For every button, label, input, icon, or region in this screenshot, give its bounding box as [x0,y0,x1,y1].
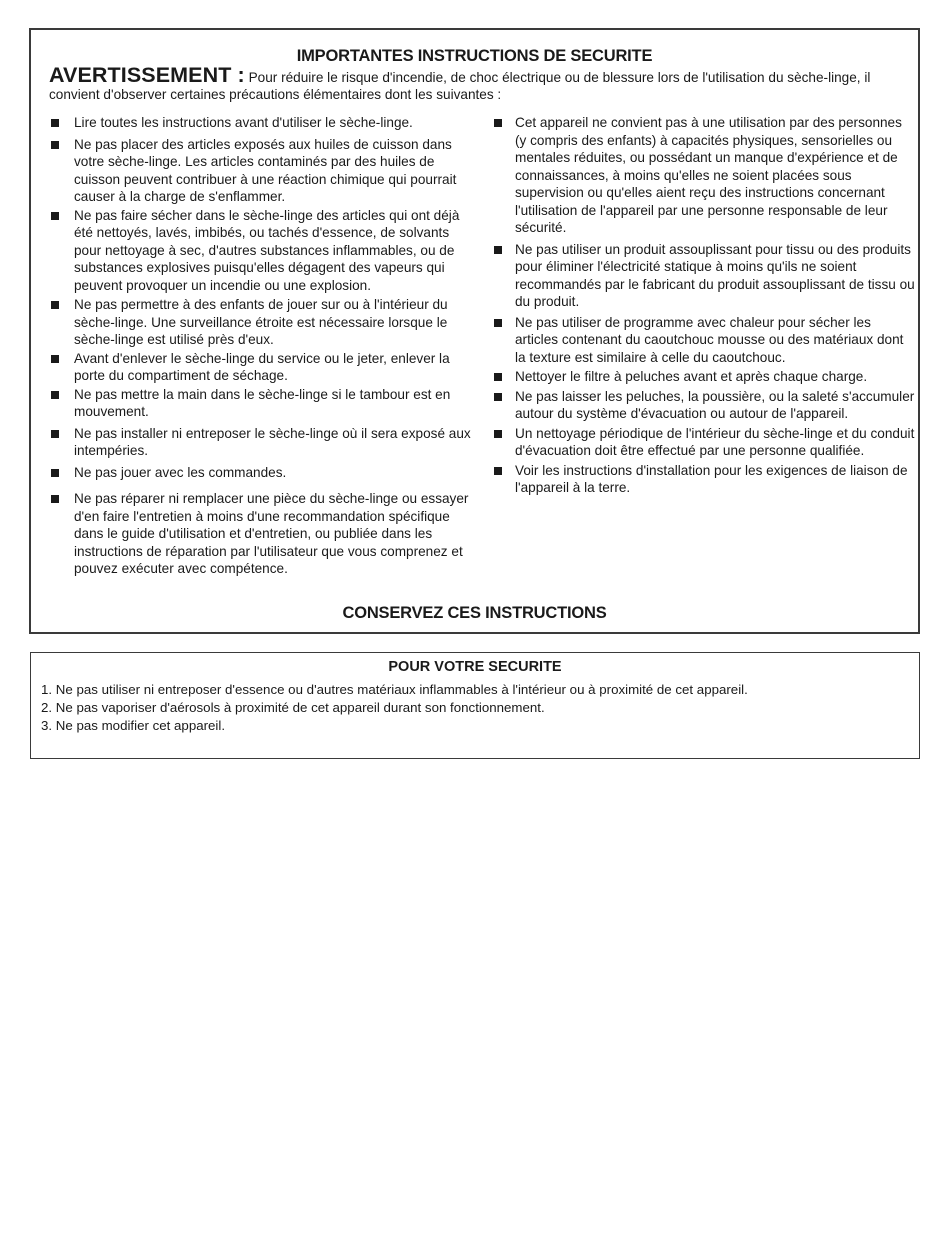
square-bullet-icon [51,391,59,399]
list-item: Ne pas placer des articles exposés aux huiles de cuisson dans votre sèche-linge. Les articles contaminés par des huiles de cuisson peuvent contribuer à une réaction chimique qui pourrait causer à la charge de s'enflammer. [49,136,479,206]
square-bullet-icon [51,301,59,309]
list-item: Ne pas installer ni entreposer le sèche-linge où il sera exposé aux intempéries. [49,425,479,460]
your-safety-box [30,652,920,759]
numbered-item: 2. Ne pas vaporiser d'aérosols à proximité de cet appareil durant son fonctionnement. [41,700,545,715]
square-bullet-icon [51,430,59,438]
square-bullet-icon [494,430,502,438]
list-item: Voir les instructions d'installation pour les exigences de liaison de l'appareil à la terre. [492,462,917,497]
square-bullet-icon [494,246,502,254]
safety-instructions-box [29,28,920,634]
list-item: Ne pas faire sécher dans le sèche-linge des articles qui ont déjà été nettoyés, lavés, imbibés, ou tachés d'essence, de solvants pour nettoyage à sec, d'autres substances inflammables, ou de substances explosives puisqu'elles dégagent des vapeurs qui peuvent provoquer un incendie ou une explosion. [49,207,479,295]
right-column [492,114,917,497]
square-bullet-icon [51,119,59,127]
list-item: Ne pas utiliser de programme avec chaleur pour sécher les articles contenant du caoutchouc mousse ou des matériaux dont la texture est similaire à celle du caoutchouc. [492,314,917,367]
list-item: Nettoyer le filtre à peluches avant et après chaque charge. [492,368,917,386]
list-item: Avant d'enlever le sèche-linge du service ou le jeter, enlever la porte du compartiment de séchage. [49,350,479,385]
list-item: Ne pas utiliser un produit assouplissant pour tissu ou des produits pour éliminer l'électricité statique à moins qu'ils ne soient recommandés par le fabricant du produit assouplissant de tissu ou du produit. [492,241,917,311]
square-bullet-icon [51,212,59,220]
warning-text: Pour réduire le risque d'incendie, de choc électrique ou de blessure lors de l'utilisation du sèche-linge, il convient d'observer certaines précautions élémentaires dont les suivantes : [49,70,871,102]
square-bullet-icon [494,319,502,327]
list-item: Ne pas laisser les peluches, la poussière, ou la saleté s'accumuler autour du système d'évacuation ou autour de l'appareil. [492,388,917,423]
left-column [49,114,479,578]
list-item: Ne pas réparer ni remplacer une pièce du sèche-linge ou essayer d'en faire l'entretien à moins d'une recommandation spécifique dans le guide d'utilisation et d'entretien, ou publiée dans les instructions de réparation par l'utilisateur que vous comprenez et pouvez exécuter avec compétence. [49,490,479,578]
square-bullet-icon [51,495,59,503]
square-bullet-icon [494,119,502,127]
your-safety-title: POUR VOTRE SECURITE [388,659,562,675]
list-item: Ne pas mettre la main dans le sèche-linge si le tambour est en mouvement. [49,386,479,421]
numbered-item: 1. Ne pas utiliser ni entreposer d'essence ou d'autres matériaux inflammables à l'intérieur ou à proximité de cet appareil. [41,682,748,697]
square-bullet-icon [51,355,59,363]
warning-paragraph [49,63,898,103]
square-bullet-icon [494,373,502,381]
your-safety-list [41,681,909,735]
safety-title: IMPORTANTES INSTRUCTIONS DE SECURITE [296,47,653,65]
list-item: Ne pas jouer avec les commandes. [49,464,479,482]
list-item: Cet appareil ne convient pas à une utilisation par des personnes (y compris des enfants) à capacités physiques, sensorielles ou mentales réduites, ou possédant un manque d'expérience et de connaissances, à moins qu'elles ne soient placées sous supervision ou qu'elles aient reçu des instructions concernant l'utilisation de l'appareil par une personne responsable de leur sécurité. [492,114,917,237]
numbered-item: 3. Ne pas modifier cet appareil. [41,718,226,733]
warning-label: AVERTISSEMENT : [49,63,245,87]
square-bullet-icon [51,141,59,149]
list-item: Lire toutes les instructions avant d'utiliser le sèche-linge. [49,114,479,132]
list-item: Ne pas permettre à des enfants de jouer sur ou à l'intérieur du sèche-linge. Une surveillance étroite est nécessaire lorsque le sèche-linge est utilisé près d'eux. [49,296,479,349]
conserve-instructions-footer: CONSERVEZ CES INSTRUCTIONS [342,604,607,622]
square-bullet-icon [51,469,59,477]
list-item: Un nettoyage périodique de l'intérieur du sèche-linge et du conduit d'évacuation doit être effectué par une personne qualifiée. [492,425,917,460]
square-bullet-icon [494,467,502,475]
square-bullet-icon [494,393,502,401]
